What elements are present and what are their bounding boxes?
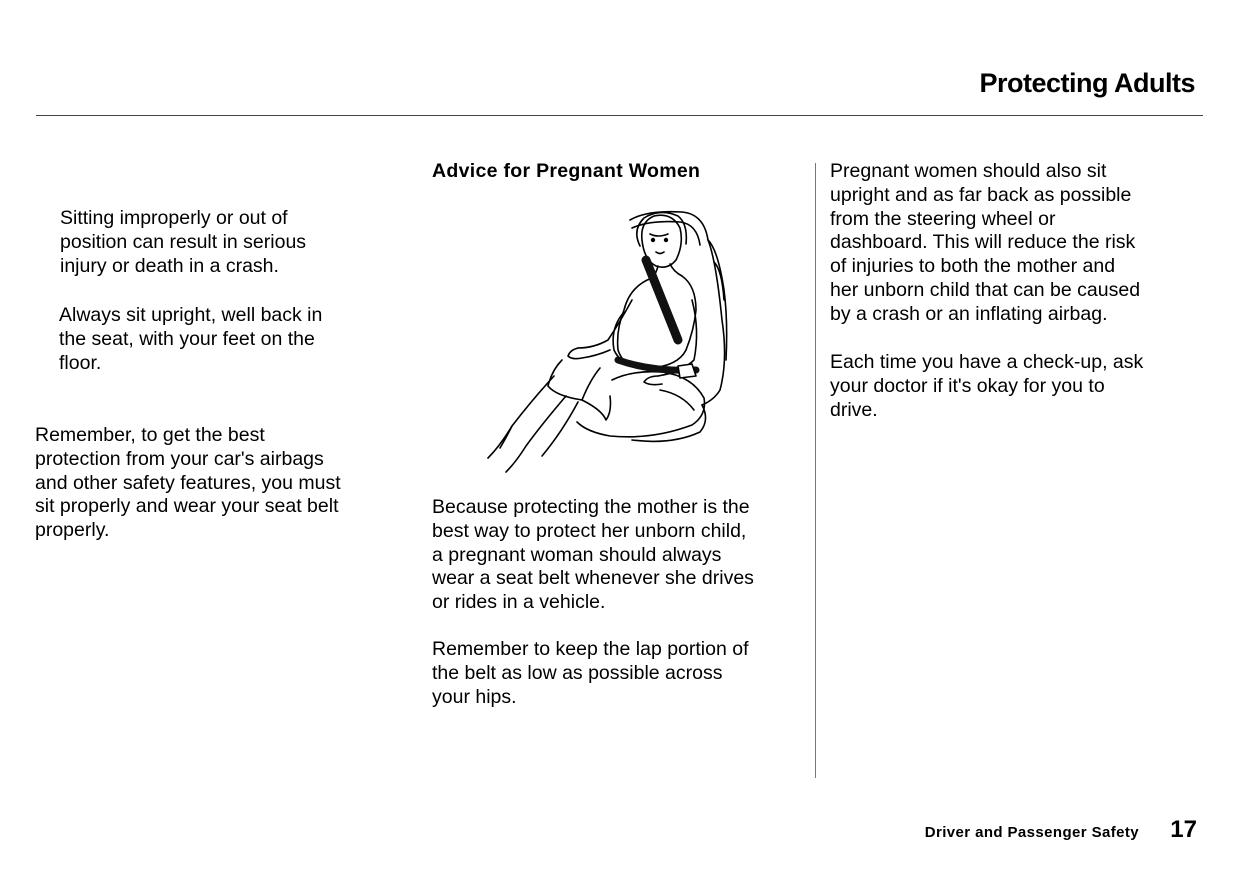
page-title: Protecting Adults (979, 68, 1195, 98)
title-divider (36, 115, 1203, 116)
section-heading: Advice for Pregnant Women (432, 160, 701, 182)
warning-text: Sitting improperly or out of position can result in serious injury or death in a crash. (60, 207, 307, 277)
pregnant-woman-seatbelt-icon (482, 200, 732, 475)
protection-paragraph: Because protecting the mother is the best way to protect her unborn child, a pregnant woman should always wear a seat belt whenever she drives or rides in a vehicle. (432, 496, 754, 614)
lap-belt-paragraph: Remember to keep the lap portion of the belt as low as possible across your hips. (432, 638, 749, 708)
page-number: 17 (1170, 816, 1197, 843)
doctor-checkup-paragraph: Each time you have a check-up, ask your doctor if it's okay for you to drive. (830, 351, 1144, 421)
instruction-text: Always sit upright, well back in the seat, with your feet on the floor. (59, 304, 323, 374)
column-divider (815, 163, 816, 778)
reminder-text: Remember, to get the best protection from your car's airbags and other safety features, you must sit properly and wear your seat belt properly. (35, 424, 341, 542)
footer-section-title: Driver and Passenger Safety (924, 824, 1139, 841)
seating-position-paragraph: Pregnant women should also sit upright and as far back as possible from the steering wheel or dashboard. This will reduce the risk of injuries to both the mother and her unborn child that can be caused by a crash or an inflating airbag. (830, 160, 1141, 325)
